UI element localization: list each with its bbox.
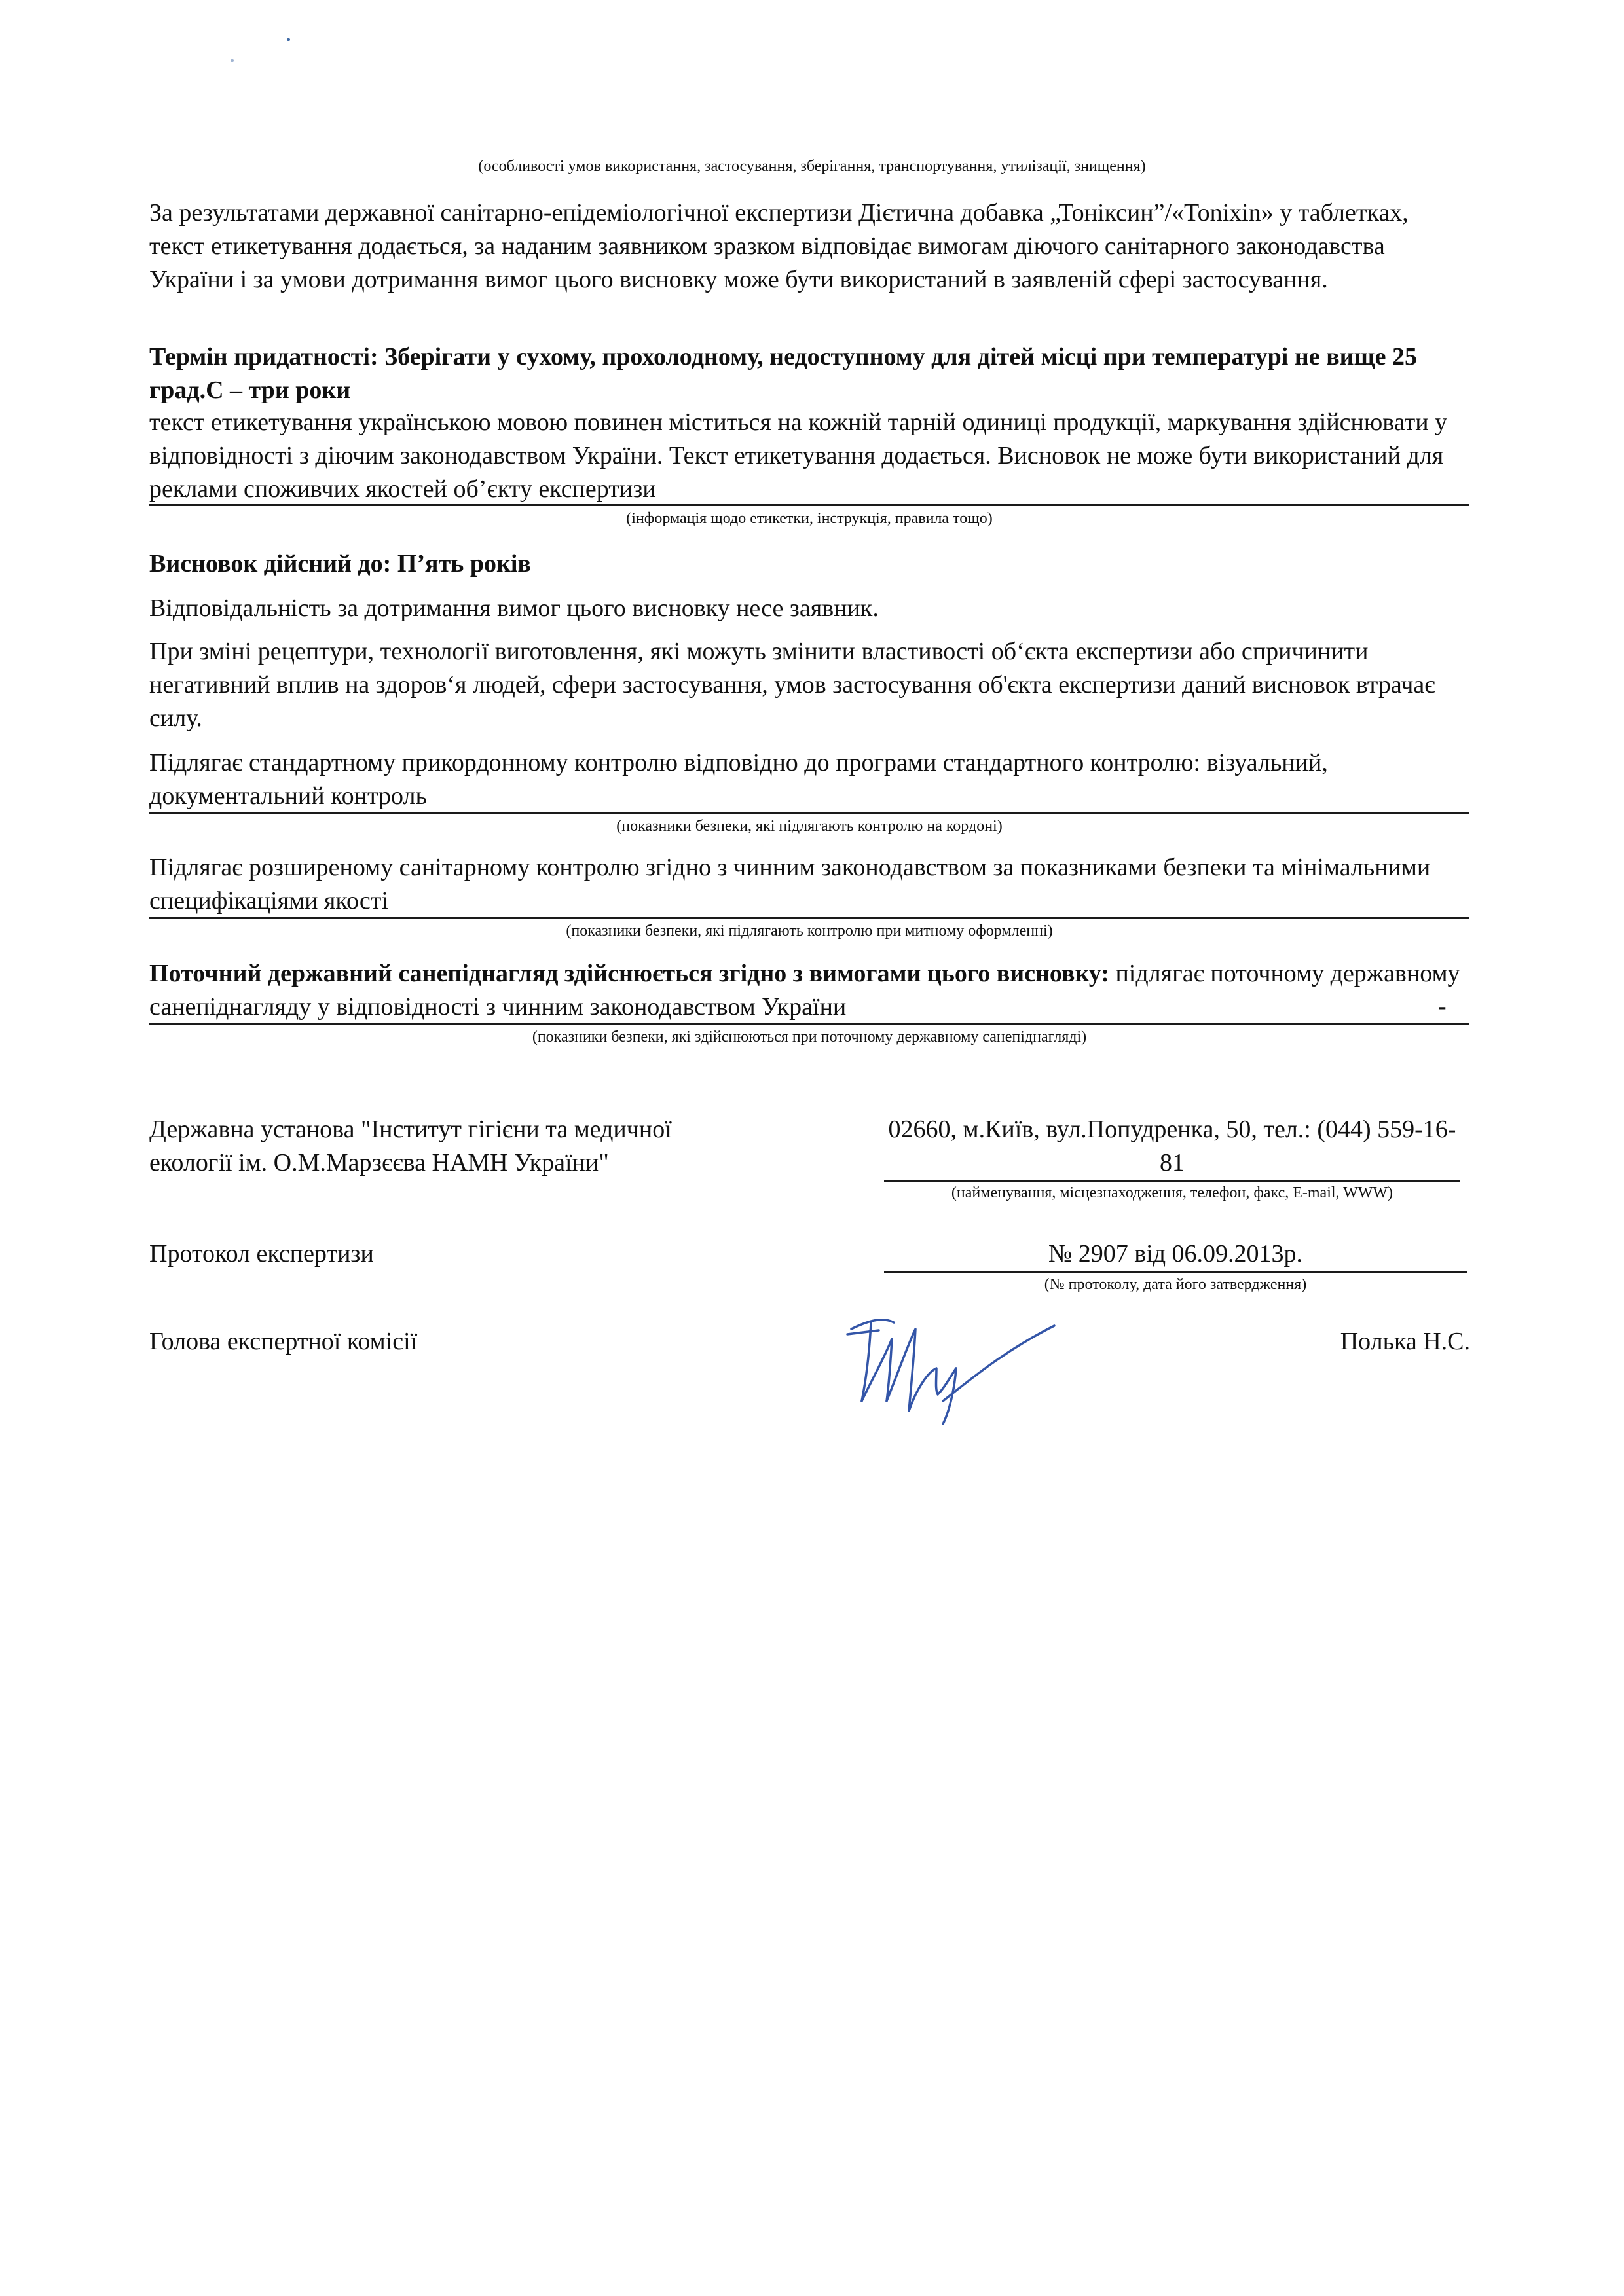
sanitary-control-paragraph: Підлягає розширеному санітарному контролю згідно з чинним законодавством за показниками безпеки та мінімальними специфікаціями якості (149, 854, 1431, 915)
supervision-paragraph (149, 957, 1472, 1024)
supervision-dash: - (1438, 993, 1447, 1020)
protocol-rule (884, 1271, 1467, 1273)
labeling-paragraph: текст етикетування українською мовою повинен міститься на кожній тарній одиниці продукції, маркування здійснювати у відповідності з діючим законодавством України. Текст етикетування додається. Висновок не може бути використаний для реклами споживчих якостей об’єкту експертизи (149, 409, 1448, 503)
labeling-caption: (інформація щодо етикетки, інструкція, правила тощо) (626, 510, 993, 527)
responsibility-statement: Відповідальність за дотримання вимог цього висновку несе заявник. (149, 594, 879, 622)
institution-name: Державна установа "Інститут гігієни та медичної екології ім. О.М.Марзєєва НАМН України" (149, 1116, 672, 1176)
institution-caption: (найменування, місцезнаходження, телефон, факс, E-mail, WWW) (951, 1184, 1393, 1201)
commission-chair-label: Голова експертної комісії (149, 1328, 418, 1355)
sanitary-control-rule (149, 917, 1469, 919)
protocol-number: № 2907 від 06.09.2013р. (1048, 1240, 1303, 1267)
border-control-paragraph: Підлягає стандартному прикордонному контролю відповідно до програми стандартного контролю: візуальний, документальний контроль (149, 749, 1328, 810)
protocol-label: Протокол експертизи (149, 1240, 374, 1267)
supervision-text: підлягає поточному державному санепіднагляду у відповідності з чинним законодавством України (149, 960, 1460, 1021)
usage-conditions-caption: (особливості умов використання, застосування, зберігання, транспортування, утилізації, знищення) (478, 158, 1146, 175)
border-control-caption: (показники безпеки, які підлягають контролю на кордоні) (616, 818, 1003, 835)
labeling-rule (149, 504, 1469, 506)
conclusion-paragraph: За результатами державної санітарно-епідеміологічної експертизи Дієтична добавка „Тоніксин”/«Tonixin» у таблетках, текст етикетування додається, за наданим заявником зразком відповідає вимогам діючого санітарного законодавства України і за умови дотримання вимог цього висновку може бути використаний в заявленій сфері застосування. (149, 199, 1409, 293)
commission-chair-name: Полька Н.С. (1340, 1328, 1470, 1355)
sanitary-control-caption: (показники безпеки, які підлягають контролю при митному оформленні) (566, 922, 1053, 939)
scan-speck (231, 59, 234, 62)
institution-address: 02660, м.Київ, вул.Попудренка, 50, тел.: (044) 559-16-81 (888, 1116, 1456, 1176)
chair-signature (838, 1303, 1061, 1427)
shelf-life: Термін придатності: Зберігати у сухому, прохолодному, недоступному для дітей місці при температурі не вище 25 град.С – три роки (149, 343, 1417, 404)
supervision-heading: Поточний державний санепіднагляд здійснюється згідно з вимогами цього висновку: (149, 960, 1109, 987)
valid-until: Висновок дійсний до: П’ять років (149, 550, 531, 577)
scan-speck (287, 38, 290, 41)
supervision-caption: (показники безпеки, які здійснюються при поточному державному санепіднагляді) (532, 1029, 1087, 1046)
recipe-change-paragraph: При зміні рецептури, технології виготовлення, які можуть змінити властивості об‘єкта експертизи або спричинити негативний вплив на здоров‘я людей, сфери застосування, умов застосування об'єкта експертизи даний висновок втрачає силу. (149, 638, 1435, 732)
supervision-rule (149, 1023, 1469, 1025)
institution-rule (884, 1180, 1460, 1182)
protocol-caption: (№ протоколу, дата його затвердження) (1044, 1276, 1307, 1293)
border-control-rule (149, 812, 1469, 814)
